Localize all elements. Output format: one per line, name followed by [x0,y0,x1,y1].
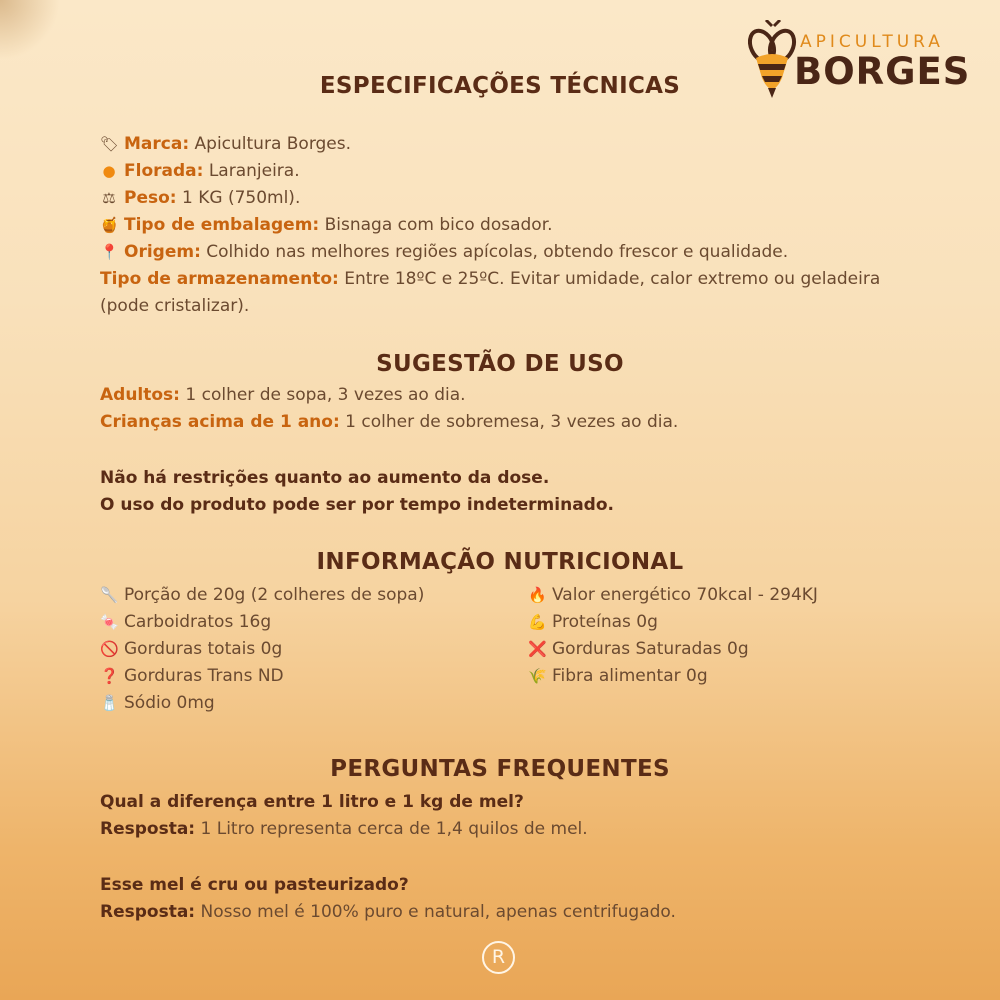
brand-line2: BORGES [794,50,971,93]
answer-label: Resposta: [100,819,196,839]
nutrition-text: Valor energético 70kcal - 294KJ [552,585,818,605]
nutrition-item [100,663,284,690]
nutrition-item [100,636,282,663]
brand-line1: APICULTURA [800,32,944,52]
candy-icon: 🍬 [100,613,119,631]
usage-adults [100,382,466,409]
nutrition-text: Carboidratos 16g [124,612,272,632]
nutrition-item [100,690,215,717]
spec-item [100,185,300,212]
spec-label: Marca: [124,134,190,154]
nutrition-text: Proteínas 0g [552,612,658,632]
nutrition-item [528,582,818,609]
nutrition-item [528,663,708,690]
storage-value: Entre 18ºC e 25ºC. Evitar umidade, calor extremo ou geladeira (pode cristalizar). [100,269,881,316]
corner-glow [0,0,60,60]
nutrition-text: Fibra alimentar 0g [552,666,708,686]
nutrition-item [100,609,271,636]
spoon-icon: 🥄 [100,586,119,604]
muscle-icon: 💪 [528,613,547,631]
nutrition-item [528,609,658,636]
adults-value: 1 colher de sopa, 3 vezes ao dia. [179,385,466,405]
registered-mark: R [482,941,515,974]
prohibited-icon: 🚫 [100,640,119,658]
pin-icon: 📍 [100,243,119,261]
spec-item [100,212,553,239]
faq-question: Esse mel é cru ou pasteurizado? [100,875,409,895]
nutrition-text: Gorduras Saturadas 0g [552,639,749,659]
kids-value: 1 colher de sobremesa, 3 vezes ao dia. [339,412,679,432]
storage-info [100,266,890,320]
specs-title: ESPECIFICAÇÕES TÉCNICAS [319,73,681,99]
question-icon: ❓ [100,667,119,685]
spec-item [100,158,300,185]
spec-label: Florada: [124,161,204,181]
wheat-icon: 🌾 [528,667,547,685]
usage-note-2: O uso do produto pode ser por tempo indeterminado. [100,495,614,515]
salt-icon: 🧂 [100,694,119,712]
spec-item [100,239,788,266]
spec-value: Bisnaga com bico dosador. [319,215,553,235]
answer-label: Resposta: [100,902,196,922]
storage-label: Tipo de armazenamento: [100,269,339,289]
spec-value: 1 KG (750ml). [176,188,301,208]
nutrition-item [528,636,749,663]
nutrition-text: Sódio 0mg [124,693,215,713]
adults-label: Adultos: [100,385,180,405]
nutrition-text: Gorduras totais 0g [124,639,283,659]
faq-answer [100,816,588,843]
faq-question: Qual a diferença entre 1 litro e 1 kg de mel? [100,792,524,812]
nutrition-item [100,582,424,609]
spec-value: Apicultura Borges. [189,134,352,154]
nutrition-title: INFORMAÇÃO NUTRICIONAL [316,549,684,575]
spec-label: Tipo de embalagem: [124,215,320,235]
nutrition-text: Porção de 20g (2 colheres de sopa) [124,585,425,605]
usage-kids [100,409,678,436]
spec-value: Laranjeira. [203,161,300,181]
cross-icon: ❌ [528,640,547,658]
spec-label: Peso: [124,188,177,208]
answer-text: Nosso mel é 100% puro e natural, apenas centrifugado. [195,902,676,922]
orange-icon: ● [102,162,116,180]
scale-icon: ⚖ [102,189,116,207]
kids-label: Crianças acima de 1 ano: [100,412,340,432]
usage-note-1: Não há restrições quanto ao aumento da dose. [100,468,550,488]
fire-icon: 🔥 [528,586,547,604]
spec-item [100,131,351,158]
faq-title: PERGUNTAS FREQUENTES [330,756,670,782]
honey-pot-icon: 🍯 [100,216,119,234]
answer-text: 1 Litro representa cerca de 1,4 quilos de mel. [195,819,588,839]
usage-title: SUGESTÃO DE USO [376,351,624,377]
spec-value: Colhido nas melhores regiões apícolas, obtendo frescor e qualidade. [200,242,789,262]
spec-label: Origem: [124,242,201,262]
label-icon: 🏷 [100,135,120,153]
faq-answer [100,899,676,926]
nutrition-text: Gorduras Trans ND [124,666,284,686]
